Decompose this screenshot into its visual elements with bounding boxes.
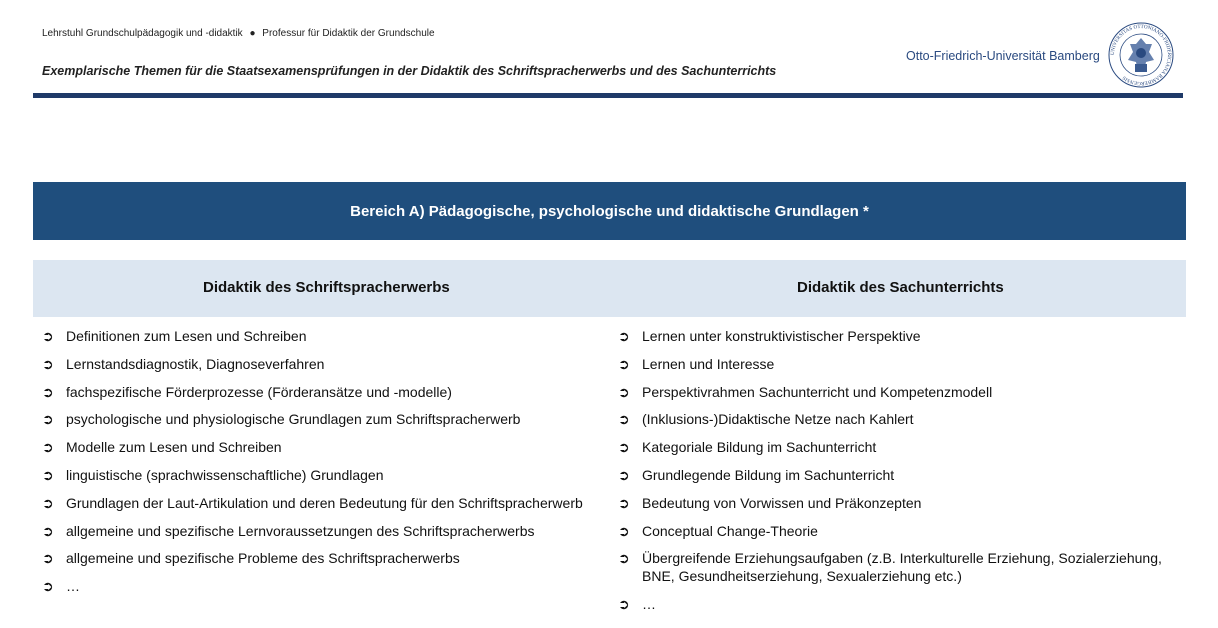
list-item: ➲ allgemeine und spezifische Lernvoraussetzungen des Schriftspracherwerbs xyxy=(42,522,535,539)
list-item: ➲ Modelle zum Lesen und Schreiben xyxy=(42,439,282,456)
arrow-bullet-icon: ➲ xyxy=(42,383,54,400)
arrow-bullet-icon: ➲ xyxy=(618,550,630,567)
list-item: ➲ allgemeine und spezifische Probleme des Schriftspracherwerbs xyxy=(42,550,460,567)
arrow-bullet-icon: ➲ xyxy=(42,466,54,483)
arrow-bullet-icon: ➲ xyxy=(42,439,54,456)
header-divider-rule xyxy=(33,93,1183,98)
left-topic-list xyxy=(42,327,602,605)
list-item: ➲ … xyxy=(618,596,656,613)
arrow-bullet-icon: ➲ xyxy=(618,328,630,344)
svg-text:UNIVERSITAS OTTONIANO-FRIDERIC: UNIVERSITAS OTTONIANO-FRIDERICIANA BAMBERGENSIS xyxy=(1109,23,1173,87)
list-item: ➲ Lernen und Interesse xyxy=(618,355,775,372)
list-item: ➲ Lernstandsdiagnostik, Diagnoseverfahren xyxy=(42,355,325,372)
arrow-bullet-icon: ➲ xyxy=(42,578,54,595)
arrow-bullet-icon: ➲ xyxy=(618,383,630,400)
list-item: ➲ Definitionen zum Lesen und Schreiben xyxy=(42,328,307,344)
arrow-bullet-icon: ➲ xyxy=(42,411,54,428)
list-item: ➲ Perspektivrahmen Sachunterricht und Kompetenzmodell xyxy=(618,383,993,400)
university-seal-logo xyxy=(1108,22,1174,88)
arrow-bullet-icon: ➲ xyxy=(618,355,630,372)
list-item: ➲ Übergreifende Erziehungsaufgaben (z.B. Interkulturelle Erziehung, Sozialerziehung, BNE, Gesundheitserziehung, Sexualerziehung etc.) xyxy=(618,550,1162,585)
header-top-line xyxy=(42,28,435,39)
list-item: ➲ psychologische und physiologische Grundlagen zum Schriftspracherwerb xyxy=(42,411,521,428)
list-item: ➲ linguistische (sprachwissenschaftliche) Grundlagen xyxy=(42,466,384,483)
list-item: ➲ Grundlagen der Laut-Artikulation und deren Bedeutung für den Schriftspracherwerb xyxy=(42,494,583,511)
separator-dot: ● xyxy=(249,28,256,39)
right-column-title: Didaktik des Sachunterrichts xyxy=(797,279,1004,296)
left-column-title: Didaktik des Schriftspracherwerbs xyxy=(203,279,450,296)
arrow-bullet-icon: ➲ xyxy=(618,439,630,456)
arrow-bullet-icon: ➲ xyxy=(42,494,54,511)
chair-name: Lehrstuhl Grundschulpädagogik und -didaktik xyxy=(42,28,243,39)
professorship-name: Professur für Didaktik der Grundschule xyxy=(262,28,435,39)
list-item: ➲ … xyxy=(42,578,80,595)
arrow-bullet-icon: ➲ xyxy=(618,411,630,428)
university-name: Otto-Friedrich-Universität Bamberg xyxy=(906,49,1100,63)
section-banner xyxy=(33,182,1186,240)
arrow-bullet-icon: ➲ xyxy=(618,522,630,539)
list-item: ➲ Kategoriale Bildung im Sachunterricht xyxy=(618,439,877,456)
arrow-bullet-icon: ➲ xyxy=(42,550,54,567)
right-topic-list xyxy=(618,327,1188,623)
arrow-bullet-icon: ➲ xyxy=(618,494,630,511)
list-item: ➲ fachspezifische Förderprozesse (Förderansätze und -modelle) xyxy=(42,383,452,400)
arrow-bullet-icon: ➲ xyxy=(42,355,54,372)
section-title: Bereich A) Pädagogische, psychologische und didaktische Grundlagen * xyxy=(350,202,869,220)
list-item: ➲ Lernen unter konstruktivistischer Perspektive xyxy=(618,328,921,344)
arrow-bullet-icon: ➲ xyxy=(42,522,54,539)
arrow-bullet-icon: ➲ xyxy=(42,328,54,344)
list-item: ➲ Bedeutung von Vorwissen und Präkonzepten xyxy=(618,494,922,511)
list-item: ➲ Grundlegende Bildung im Sachunterricht xyxy=(618,466,895,483)
arrow-bullet-icon: ➲ xyxy=(618,466,630,483)
arrow-bullet-icon: ➲ xyxy=(618,596,630,613)
document-subtitle: Exemplarische Themen für die Staatsexamensprüfungen in der Didaktik des Schriftspracherwerbs und des Sachunterrichts xyxy=(42,64,777,78)
list-item: ➲ Conceptual Change-Theorie xyxy=(618,522,818,539)
list-item: ➲ (Inklusions-)Didaktische Netze nach Kahlert xyxy=(618,411,914,428)
